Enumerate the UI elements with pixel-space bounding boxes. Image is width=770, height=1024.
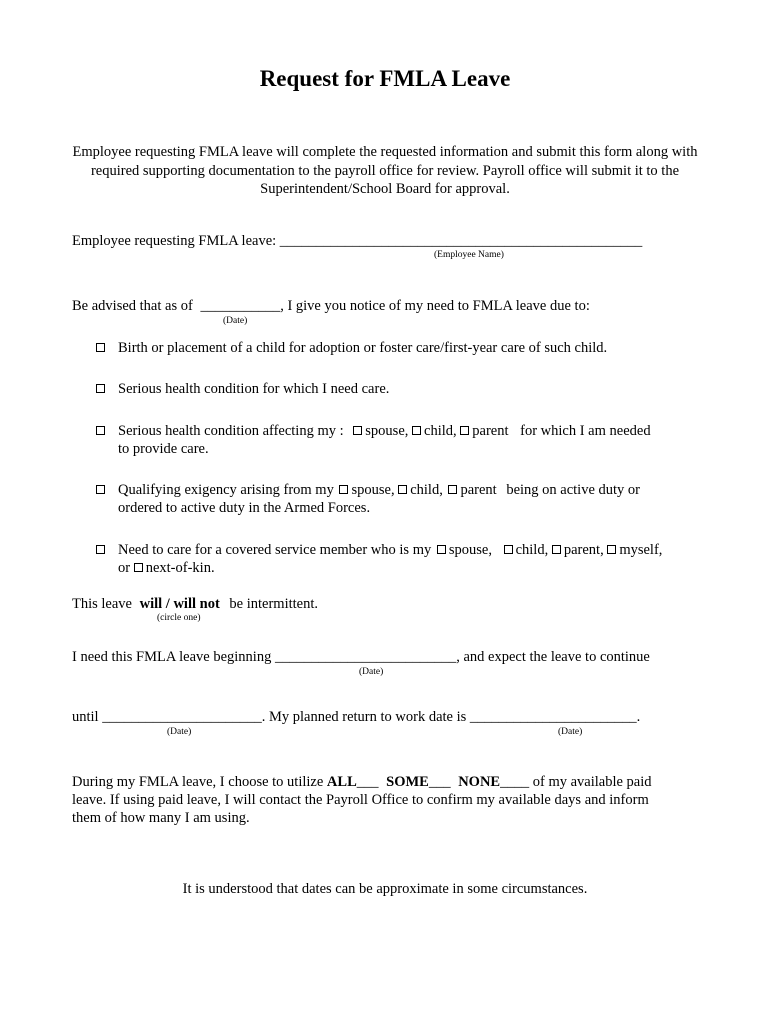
return-date-field[interactable]: _______________________	[469, 709, 637, 725]
r4-child-label: child,	[410, 482, 443, 498]
reason-birth-checkbox[interactable]	[96, 343, 105, 352]
r3-spouse-checkbox[interactable]	[353, 426, 362, 435]
r3-child-label: child,	[424, 423, 457, 439]
return-date-caption: (Date)	[558, 727, 583, 737]
r4-spouse-checkbox[interactable]	[339, 485, 348, 494]
reason-family-health-row	[118, 422, 651, 441]
until-row	[72, 708, 640, 727]
footer-note: It is understood that dates can be approximate in some circumstances.	[182, 881, 588, 897]
paid-all-option[interactable]: ALL	[326, 774, 357, 790]
r4-spouse-label: spouse,	[351, 482, 395, 498]
reason-exigency-row	[118, 481, 640, 500]
notice-date-caption: (Date)	[223, 316, 248, 326]
page-title: Request for FMLA Leave	[259, 66, 511, 91]
beginning-suffix: , and expect the leave to continue	[456, 649, 650, 665]
reason-own-health-checkbox[interactable]	[96, 384, 105, 393]
reason-own-health-text: Serious health condition for which I need care.	[118, 381, 390, 397]
reason-family-health-checkbox[interactable]	[96, 426, 105, 435]
beginning-row	[72, 648, 650, 667]
r4-suffix: being on active duty or	[506, 482, 640, 498]
r5-nok-checkbox[interactable]	[134, 563, 143, 572]
paid-some-blank[interactable]: ___	[428, 774, 451, 790]
notice-suffix: , I give you notice of my need to FMLA leave due to:	[280, 298, 590, 314]
r4-child-checkbox[interactable]	[398, 485, 407, 494]
beginning-date-caption: (Date)	[359, 667, 384, 677]
intermittent-suffix: be intermittent.	[229, 596, 319, 612]
r4-line2: ordered to active duty in the Armed Forces.	[118, 500, 371, 516]
r5-nok-label: next-of-kin.	[145, 560, 215, 576]
r5-or: or	[118, 560, 131, 576]
until-prefix: until	[72, 709, 99, 725]
r5-myself-checkbox[interactable]	[607, 545, 616, 554]
employee-name-caption: (Employee Name)	[434, 250, 504, 260]
r3-line2: to provide care.	[118, 441, 209, 457]
intermittent-caption: (circle one)	[157, 613, 201, 623]
paid-leave-line2: leave. If using paid leave, I will contact the Payroll Office to confirm my available days and inform	[72, 792, 649, 808]
until-date-caption: (Date)	[167, 727, 192, 737]
reason-family-health-text: Serious health condition affecting my :	[118, 423, 344, 439]
reason-service-member-row	[118, 541, 662, 560]
paid-none-blank[interactable]: ____	[500, 774, 530, 790]
paid-all-blank[interactable]: ___	[356, 774, 379, 790]
r3-parent-checkbox[interactable]	[460, 426, 469, 435]
r4-parent-label: parent	[460, 482, 497, 498]
paid-none-option[interactable]: NONE	[458, 774, 501, 790]
r5-line2	[118, 559, 215, 578]
until-date-field[interactable]: ______________________	[102, 709, 262, 725]
r3-spouse-label: spouse,	[365, 423, 409, 439]
reason-exigency-text: Qualifying exigency arising from my	[118, 482, 334, 498]
beginning-date-field[interactable]: _________________________	[274, 649, 457, 665]
r5-myself-label: myself,	[619, 542, 663, 558]
reason-service-member-checkbox[interactable]	[96, 545, 105, 554]
r3-child-checkbox[interactable]	[412, 426, 421, 435]
intermittent-choice[interactable]: will / will not	[139, 596, 220, 612]
intro-paragraph: Employee requesting FMLA leave will complete the requested information and submit this form along with required supporting documentation to the payroll office for review. Payroll office will submit it to the Superintendent/School Board for approval.	[72, 144, 698, 197]
reason-exigency-checkbox[interactable]	[96, 485, 105, 494]
r5-spouse-checkbox[interactable]	[437, 545, 446, 554]
reason-birth-text: Birth or placement of a child for adoption or foster care/first-year care of such child.	[118, 340, 608, 356]
r4-parent-checkbox[interactable]	[448, 485, 457, 494]
employee-name-row	[72, 232, 642, 251]
notice-prefix: Be advised that as of	[72, 298, 193, 314]
paid-leave-prefix: During my FMLA leave, I choose to utilize	[72, 774, 324, 790]
notice-date-field[interactable]: ___________	[200, 298, 281, 314]
paid-leave-row	[72, 773, 652, 792]
r5-spouse-label: spouse,	[448, 542, 492, 558]
intermittent-prefix: This leave	[72, 596, 132, 612]
r5-parent-label: parent,	[563, 542, 604, 558]
until-mid: . My planned return to work date is	[261, 709, 467, 725]
notice-row	[72, 297, 590, 316]
r5-child-label: child,	[515, 542, 549, 558]
paid-some-option[interactable]: SOME	[386, 774, 429, 790]
r3-parent-label: parent	[472, 423, 509, 439]
paid-leave-suffix: of my available paid	[532, 774, 652, 790]
paid-leave-line3: them of how many I am using.	[72, 810, 250, 826]
r5-child-checkbox[interactable]	[504, 545, 513, 554]
beginning-prefix: I need this FMLA leave beginning	[72, 649, 272, 665]
reason-service-member-text: Need to care for a covered service member who is my	[118, 542, 432, 558]
r5-parent-checkbox[interactable]	[552, 545, 561, 554]
until-end: .	[636, 709, 641, 725]
r3-suffix: for which I am needed	[520, 423, 651, 439]
employee-name-label: Employee requesting FMLA leave:	[72, 233, 277, 249]
employee-name-field[interactable]: __________________________________________________	[279, 233, 643, 249]
intermittent-row	[72, 595, 318, 614]
